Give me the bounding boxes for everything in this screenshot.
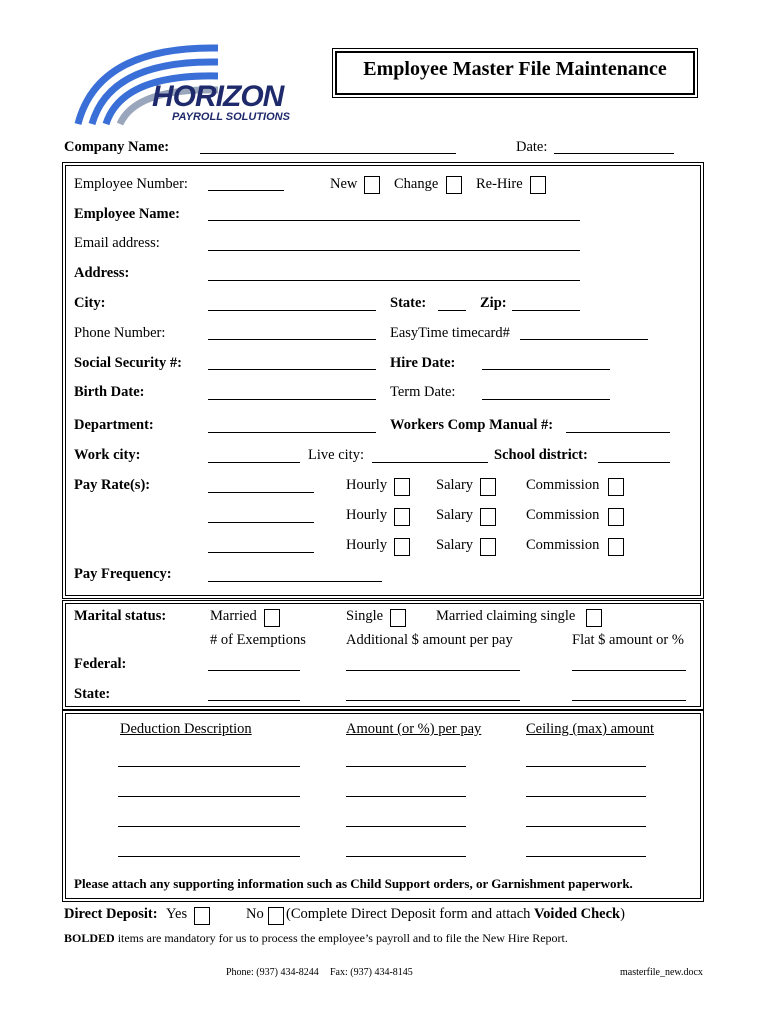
- live-city-label: Live city:: [308, 447, 364, 463]
- direct-deposit-instruction: [286, 906, 625, 923]
- address-label: Address:: [74, 265, 130, 281]
- federal-flat-field[interactable]: [572, 670, 686, 671]
- email-field[interactable]: [208, 250, 580, 251]
- deduction-amount-field-1[interactable]: [346, 766, 466, 767]
- footer-filename: masterfile_new.docx: [620, 967, 703, 978]
- mandatory-bold-word: BOLDED: [64, 931, 115, 945]
- rehire-label: Re-Hire: [476, 176, 523, 192]
- pay-rates-label: Pay Rate(s):: [74, 477, 151, 493]
- employee-info-section-inner: [65, 165, 701, 596]
- pay-rate-1-field[interactable]: [208, 492, 314, 493]
- deduction-ceiling-field-4[interactable]: [526, 856, 646, 857]
- salary-checkbox-1[interactable]: [480, 478, 496, 496]
- federal-exemptions-field[interactable]: [208, 670, 300, 671]
- direct-deposit-no-label: No: [246, 906, 264, 922]
- email-label: Email address:: [74, 235, 160, 251]
- federal-label: Federal:: [74, 656, 127, 672]
- ssn-label: Social Security #:: [74, 355, 182, 371]
- direct-deposit-instruction-post: ): [620, 906, 625, 922]
- city-field[interactable]: [208, 310, 376, 311]
- deduction-description-field-2[interactable]: [118, 796, 300, 797]
- logo-brand: HORIZON: [152, 80, 284, 113]
- live-city-field[interactable]: [372, 462, 488, 463]
- salary-checkbox-3[interactable]: [480, 538, 496, 556]
- commission-label-2: Commission: [526, 507, 600, 523]
- deduction-description-field-4[interactable]: [118, 856, 300, 857]
- direct-deposit-no-checkbox[interactable]: [268, 907, 284, 925]
- work-city-label: Work city:: [74, 447, 141, 463]
- deduction-ceiling-field-3[interactable]: [526, 826, 646, 827]
- commission-label-3: Commission: [526, 537, 600, 553]
- direct-deposit-yes-checkbox[interactable]: [194, 907, 210, 925]
- workers-comp-field[interactable]: [566, 432, 670, 433]
- birth-date-field[interactable]: [208, 399, 376, 400]
- attachment-note: Please attach any supporting information such as Child Support orders, or Garnishment paperwork.: [74, 876, 633, 891]
- deduction-amount-field-4[interactable]: [346, 856, 466, 857]
- deduction-description-header: Deduction Description: [120, 721, 252, 737]
- easytime-field[interactable]: [520, 339, 648, 340]
- salary-label-2: Salary: [436, 507, 474, 523]
- school-district-field[interactable]: [598, 462, 670, 463]
- zip-label: Zip:: [480, 295, 507, 311]
- footer-fax: Fax: (937) 434-8145: [330, 967, 413, 978]
- easytime-label: EasyTime timecard#: [390, 325, 510, 341]
- new-label: New: [330, 176, 358, 192]
- married-single-checkbox[interactable]: [586, 609, 602, 627]
- voided-check-text: Voided Check: [534, 906, 621, 922]
- state-flat-field[interactable]: [572, 700, 686, 701]
- deduction-amount-field-2[interactable]: [346, 796, 466, 797]
- employee-name-field[interactable]: [208, 220, 580, 221]
- hire-date-label: Hire Date:: [390, 355, 456, 371]
- date-field[interactable]: [554, 153, 674, 154]
- salary-checkbox-2[interactable]: [480, 508, 496, 526]
- logo-tagline: PAYROLL SOLUTIONS: [172, 111, 290, 123]
- ceiling-header: Ceiling (max) amount: [526, 721, 655, 737]
- commission-checkbox-3[interactable]: [608, 538, 624, 556]
- zip-field[interactable]: [512, 310, 580, 311]
- employee-name-label: Employee Name:: [74, 206, 180, 222]
- direct-deposit-label: Direct Deposit:: [64, 906, 158, 922]
- workers-comp-label: Workers Comp Manual #:: [390, 417, 554, 433]
- company-name-field[interactable]: [200, 153, 456, 154]
- single-label: Single: [346, 608, 384, 624]
- department-label: Department:: [74, 417, 154, 433]
- mandatory-note: [64, 931, 568, 946]
- marital-status-label: Marital status:: [74, 608, 167, 624]
- married-single-label: Married claiming single: [436, 608, 576, 624]
- deduction-ceiling-field-2[interactable]: [526, 796, 646, 797]
- deduction-ceiling-field-1[interactable]: [526, 766, 646, 767]
- new-checkbox[interactable]: [364, 176, 380, 194]
- hire-date-field[interactable]: [482, 369, 610, 370]
- salary-label-3: Salary: [436, 537, 474, 553]
- hourly-label-1: Hourly: [346, 477, 388, 493]
- flat-header: Flat $ amount or %: [572, 632, 684, 648]
- deduction-description-field-3[interactable]: [118, 826, 300, 827]
- school-district-label: School district:: [494, 447, 588, 463]
- employee-number-field[interactable]: [208, 190, 284, 191]
- state-withholding-label: State:: [74, 686, 111, 702]
- pay-rate-3-field[interactable]: [208, 552, 314, 553]
- rehire-checkbox[interactable]: [530, 176, 546, 194]
- state-label: State:: [390, 295, 427, 311]
- state-field[interactable]: [438, 310, 466, 311]
- deduction-amount-field-3[interactable]: [346, 826, 466, 827]
- pay-frequency-label: Pay Frequency:: [74, 566, 172, 582]
- salary-label-1: Salary: [436, 477, 474, 493]
- amount-header: Amount (or %) per pay: [346, 721, 482, 737]
- hourly-checkbox-2[interactable]: [394, 508, 410, 526]
- commission-checkbox-1[interactable]: [608, 478, 624, 496]
- direct-deposit-instruction-pre: (Complete Direct Deposit form and attach: [286, 906, 535, 922]
- department-field[interactable]: [208, 432, 376, 433]
- company-name-label: Company Name:: [64, 139, 170, 155]
- change-checkbox[interactable]: [446, 176, 462, 194]
- deductions-section-inner: [65, 713, 701, 899]
- term-date-field[interactable]: [482, 399, 610, 400]
- change-label: Change: [394, 176, 439, 192]
- federal-additional-field[interactable]: [346, 670, 520, 671]
- pay-frequency-field[interactable]: [208, 581, 382, 582]
- page-title: Employee Master File Maintenance: [363, 58, 667, 80]
- deduction-description-field-1[interactable]: [118, 766, 300, 767]
- hourly-label-3: Hourly: [346, 537, 388, 553]
- birth-date-label: Birth Date:: [74, 384, 145, 400]
- commission-checkbox-2[interactable]: [608, 508, 624, 526]
- phone-field[interactable]: [208, 339, 376, 340]
- single-checkbox[interactable]: [390, 609, 406, 627]
- mandatory-text: items are mandatory for us to process the employee’s payroll and to file the New Hire Report.: [114, 931, 568, 945]
- phone-label: Phone Number:: [74, 325, 166, 341]
- address-field[interactable]: [208, 280, 580, 281]
- footer-phone: Phone: (937) 434-8244: [226, 967, 319, 978]
- exemptions-header: # of Exemptions: [210, 632, 306, 648]
- direct-deposit-yes-label: Yes: [166, 906, 188, 922]
- additional-header: Additional $ amount per pay: [346, 632, 513, 648]
- employee-number-label: Employee Number:: [74, 176, 188, 192]
- work-city-field[interactable]: [208, 462, 300, 463]
- married-label: Married: [210, 608, 257, 624]
- hourly-label-2: Hourly: [346, 507, 388, 523]
- hourly-checkbox-1[interactable]: [394, 478, 410, 496]
- state-exemptions-field[interactable]: [208, 700, 300, 701]
- date-label: Date:: [516, 139, 548, 155]
- married-checkbox[interactable]: [264, 609, 280, 627]
- pay-rate-2-field[interactable]: [208, 522, 314, 523]
- commission-label-1: Commission: [526, 477, 600, 493]
- term-date-label: Term Date:: [390, 384, 456, 400]
- ssn-field[interactable]: [208, 369, 376, 370]
- state-additional-field[interactable]: [346, 700, 520, 701]
- hourly-checkbox-3[interactable]: [394, 538, 410, 556]
- city-label: City:: [74, 295, 106, 311]
